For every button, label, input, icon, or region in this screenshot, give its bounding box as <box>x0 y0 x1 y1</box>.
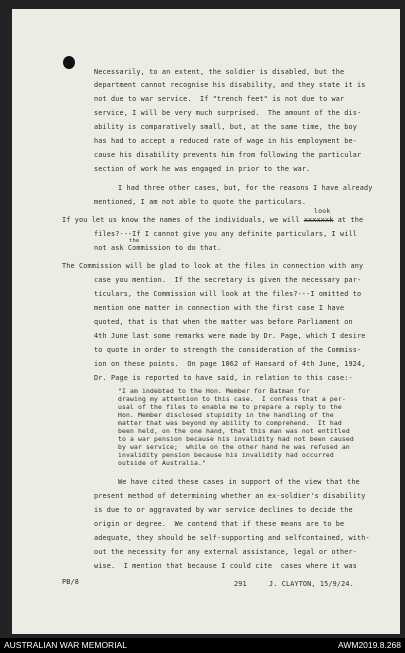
text-line: is due to or aggravated by war service declines to decide the <box>94 506 353 514</box>
text-line: to quote in order to strength the consideration of the Commiss- <box>94 346 362 354</box>
text-line: adequate, they should be self-supporting and selfcontained, with- <box>94 534 370 542</box>
text-line: mentioned, I am not able to quote the particulars. <box>94 198 307 206</box>
quote-line: outside of Australia." <box>118 459 206 467</box>
struck-word: xxxxxxk <box>303 216 334 224</box>
text-line: Dr. Page is reported to have said, in relation to this case:- <box>94 374 353 382</box>
text-line: files?---If I cannot give you any definite particulars, I will <box>94 230 358 238</box>
text-line: I had three other cases, but, for the reasons I have already <box>118 184 373 192</box>
text-line: The Commission will be glad to look at the files in connection with any <box>62 262 364 270</box>
item-id: AWM2019.8.268 <box>338 640 401 650</box>
handwritten-insertion: the <box>129 238 140 244</box>
text-line: If you let us know the names of the individuals, we will xxxxxxk at the <box>62 216 364 224</box>
text-line: present method of determining whether an ex-soldier's disability <box>94 492 366 500</box>
footer-bar <box>0 638 405 653</box>
reference-code: PB/8 <box>62 578 79 586</box>
typist-signature: J. CLAYTON, 15/9/24. <box>269 580 354 588</box>
document-page <box>12 9 400 634</box>
quote-line: been held, on the one hand, that this man was not entitled <box>118 427 350 435</box>
text-line: case you mention. If the secretary is given the necessary par- <box>94 276 362 284</box>
quote-line: invalidity pension because his invalidity had occurred <box>118 451 334 459</box>
quote-line: Hon. Member disclosed stupidity in the handling of the <box>118 411 334 419</box>
text-line: origin or degree. We contend that if these means are to be <box>94 520 345 528</box>
institution-name: AUSTRALIAN WAR MEMORIAL <box>4 640 127 650</box>
text-line: department cannot recognise his disability, and they state it is <box>94 81 366 89</box>
text-line: service, I will be very much surprised. The amount of the dis- <box>94 109 362 117</box>
text-line: not due to war service. If "trench feet" is not due to war <box>94 95 345 103</box>
quote-line: drawing my attention to this case. I confess that a per- <box>118 395 346 403</box>
text-line: ticulars, the Commission will look at the files?---I omitted to <box>94 290 362 298</box>
text-line: wise. I mention that because I could cite cases where it was <box>94 562 358 570</box>
typed-text <box>12 9 400 634</box>
text-line: ability is comparatively small, but, at the same time, the boy <box>94 123 358 131</box>
quote-line: to a war pension because his invalidity had not been caused <box>118 435 354 443</box>
text-line: 4th June last some remarks were made by Dr. Page, which I desire <box>94 332 366 340</box>
quote-line: "I am indebted to the Hon. Member for Batman for <box>118 387 310 395</box>
text-line: quoted, that is that when the matter was before Parliament on <box>94 318 353 326</box>
text-line: mention one matter in connection with the first case I have <box>94 304 345 312</box>
text-line: not ask Commission to do that. <box>94 244 222 252</box>
text-line: We have cited these cases in support of the view that the <box>118 478 360 486</box>
text-line: Necessarily, to an extent, the soldier is disabled, but the <box>94 68 345 76</box>
page-number: 291 <box>234 580 247 588</box>
text-line: section of work he was engaged in prior to the war. <box>94 165 311 173</box>
text-line: has had to accept a reduced rate of wage in his employment be- <box>94 137 358 145</box>
text-line: ion on these points. On page 1062 of Hansard of 4th June, 1924, <box>94 360 366 368</box>
quote-line: matter that was beyond my ability to comprehend. It had <box>118 419 342 427</box>
text-line: out the necessity for any external assistance, legal or other- <box>94 548 358 556</box>
quote-line: by war service; while on the other hand he was refused an <box>118 443 350 451</box>
handwritten-insertion: look <box>314 207 331 215</box>
text-line: cause his disability prevents him from following the particular <box>94 151 362 159</box>
quote-line: usal of the files to enable me to prepare a reply to the <box>118 403 342 411</box>
